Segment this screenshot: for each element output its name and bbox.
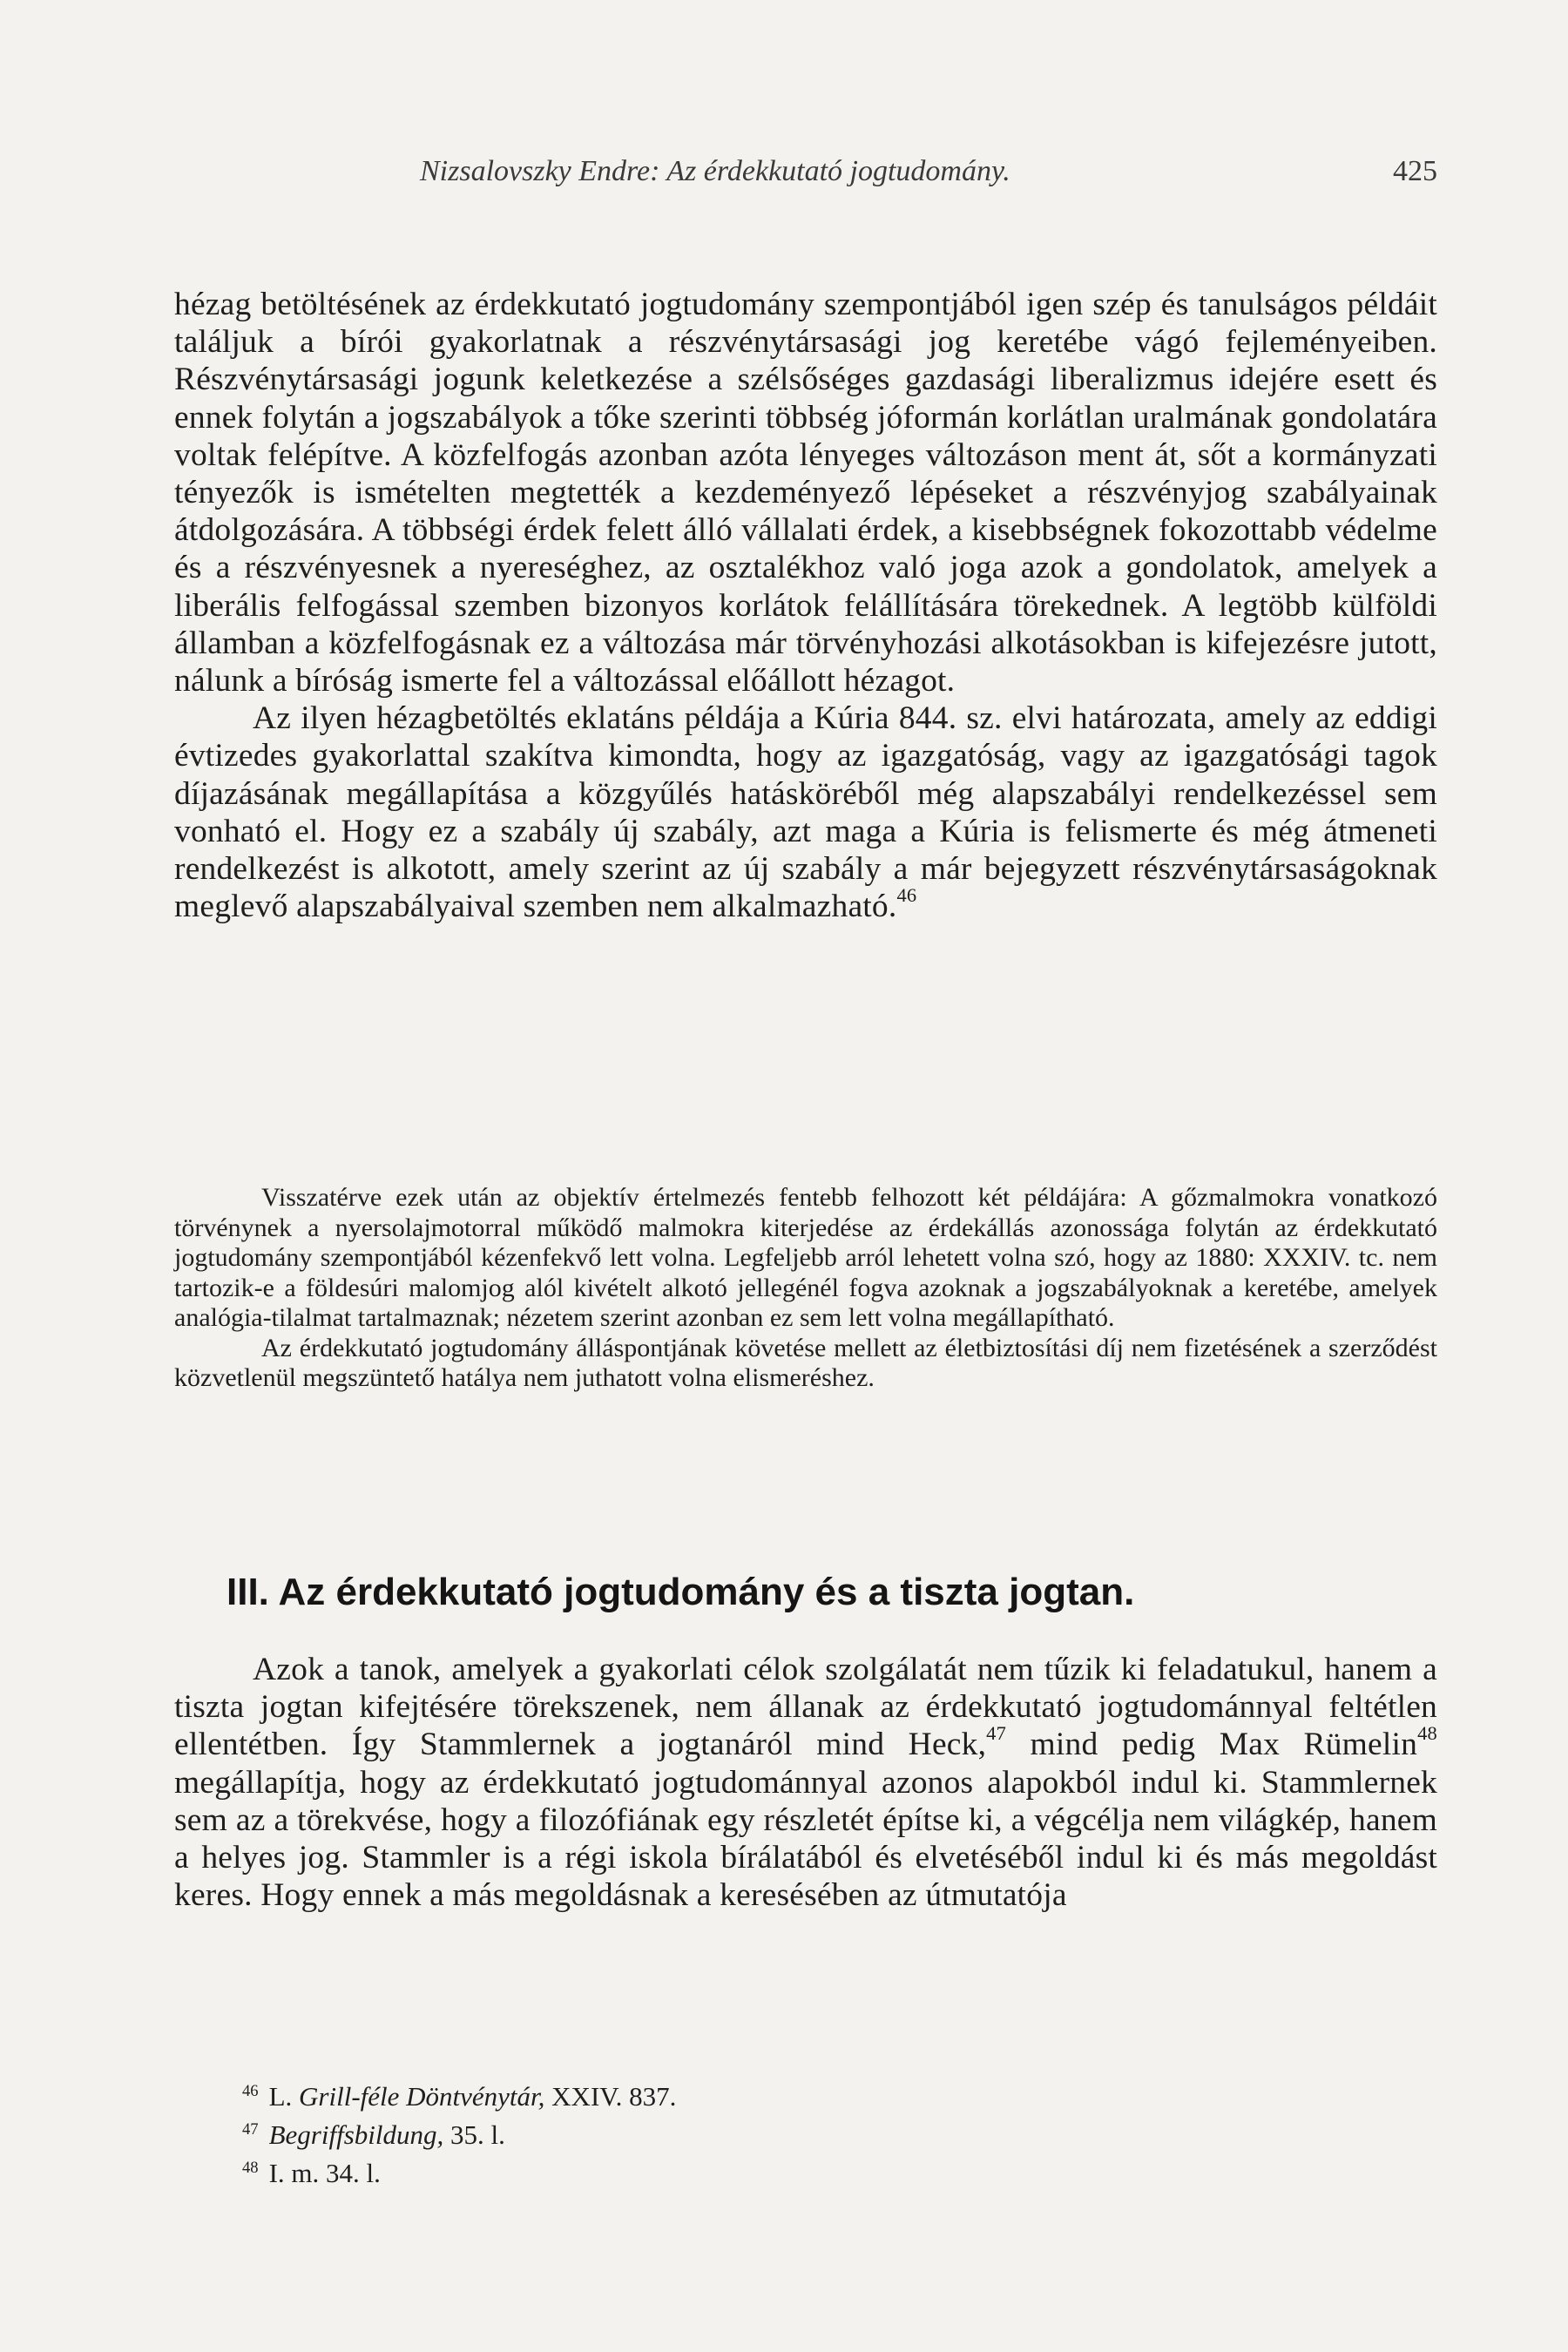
running-title: Nizsalovszky Endre: Az érdekkutató jogtudomány. xyxy=(420,155,1010,187)
footnote-text: L. xyxy=(268,2081,300,2112)
main-text-section-1 xyxy=(174,286,1437,925)
paragraph-3-part-3: megállapítja, hogy az érdekkutató jogtudománnyal azonos alapokból indul ki. Stammlernek sem az a törekvése, hogy a filozófiának egy részletét építse ki, a végcélja nem világkép, hanem a helyes jog. Stammler is a régi iskola bírálatából és elvetéséből indul ki és más megoldást keres. Hogy ennek a más megoldásnak a keresésében az útmutatója xyxy=(174,1764,1437,1914)
paragraph-2 xyxy=(174,700,1437,925)
paragraph-2-text: Az ilyen hézagbetöltés eklatáns példája a Kúria 844. sz. elvi határozata, amely az eddigi évtizedes gyakorlattal szakítva kimondta, hogy az igazgatóság, vagy az igazgatósági tagok díjazásának megállapítása a közgyűlés hatásköréből még alapszabályi rendelkezéssel sem vonható el. Hogy ez a szabály új szabály, azt maga a Kúria is felismerte és még átmeneti rendelkezést is alkotott, amely szerint az új szabály a már bejegyzett részvénytársaságoknak meglevő alapszabályaival szemben nem alkalmazható. xyxy=(174,700,1437,925)
footnote-italic-title: Grill-féle Döntvénytár, xyxy=(299,2081,545,2112)
main-text-section-3 xyxy=(174,1651,1437,1914)
small-paragraph-1: Visszatérve ezek után az objektív értelmezés fentebb felhozott két példájára: A gőzmalmokra vonatkozó törvénynek a nyersolajmotorral működő malmokra kiterjedése az érdekállás azonossága folytán az érdekkutató jogtudomány szempontjából kézenfekvő lett volna. Legfeljebb arról lehetett volna szó, hogy az 1880: XXXIV. tc. nem tartozik-e a földesúri malomjog alól kivételt alkotó jellegénél fogva azoknak a jogszabályoknak a keretébe, amelyek analógia-tilalmat tartalmaznak; nézetem szerint azonban ez sem lett volna megállapítható. xyxy=(174,1183,1437,1332)
footnote-ref-48: 48 xyxy=(1417,1722,1437,1745)
page-number: 425 xyxy=(1393,155,1437,187)
section-heading-iii: III. Az érdekkutató jogtudomány és a tiszta jogtan. xyxy=(226,1571,1135,1613)
footnote-text-tail: 35. l. xyxy=(443,2119,505,2151)
footnote-number: 46 xyxy=(242,2082,259,2100)
footnote-48 xyxy=(242,2152,1375,2190)
paragraph-3-part-2: mind pedig Max Rümelin xyxy=(1006,1727,1418,1763)
small-print-section xyxy=(174,1183,1437,1394)
footnote-46 xyxy=(242,2075,1375,2113)
footnote-ref-46: 46 xyxy=(896,884,917,907)
footnote-number: 48 xyxy=(242,2159,259,2178)
footnote-text: I. m. 34. l. xyxy=(268,2158,381,2189)
paragraph-1: hézag betöltésének az érdekkutató jogtudomány szempontjából igen szép és tanulságos példáit találjuk a bírói gyakorlatnak a részvénytársasági jog keretébe vágó fejleményeiben. Részvénytársasági jogunk keletkezése a szélsőséges gazdasági liberalizmus idejére esett és ennek folytán a jogszabályok a tőke szerinti többség jóformán korlátlan uralmának gondolatára voltak felépítve. A közfelfogás azonban azóta lényeges változáson ment át, sőt a kormányzati tényezők is ismételten megtették a kezdeményező lépéseket a részvényjog szabályainak átdolgozására. A többségi érdek felett álló vállalati érdek, a kisebbségnek fokozottabb védelme és a részvényesnek a nyereséghez, az osztalékhoz való joga azok a gondolatok, amelyek a liberális felfogással szemben bizonyos korlátok felállítására törekednek. A legtöbb külföldi államban a közfelfogásnak ez a változása már törvényhozási alkotásokban is kifejezésre jutott, nálunk a bíróság ismerte fel a változással előállott hézagot. xyxy=(174,287,1437,700)
small-paragraph-2: Az érdekkutató jogtudomány álláspontjának követése mellett az életbiztosítási díj nem fizetésének a szerződést közvetlenül megszüntető hatálya nem juthatott volna elismeréshez. xyxy=(174,1333,1437,1392)
footnote-ref-47: 47 xyxy=(986,1722,1007,1745)
paragraph-3 xyxy=(174,1651,1437,1914)
paragraph-3-part-1: Azok a tanok, amelyek a gyakorlati célok szolgálatát nem tűzik ki feladatukul, hanem a tiszta jogtan kifejtésére törekszenek, nem állanak az érdekkutató jogtudománnyal feltétlen ellentétben. Így Stammlernek a jogtanáról mind Heck, xyxy=(174,1652,1437,1763)
footnote-text-tail: XXIV. 837. xyxy=(544,2081,677,2112)
footnote-number: 47 xyxy=(242,2120,259,2139)
footnote-47 xyxy=(242,2113,1375,2152)
footnotes xyxy=(242,2075,1375,2190)
footnote-italic-title: Begriffsbildung, xyxy=(268,2119,444,2151)
